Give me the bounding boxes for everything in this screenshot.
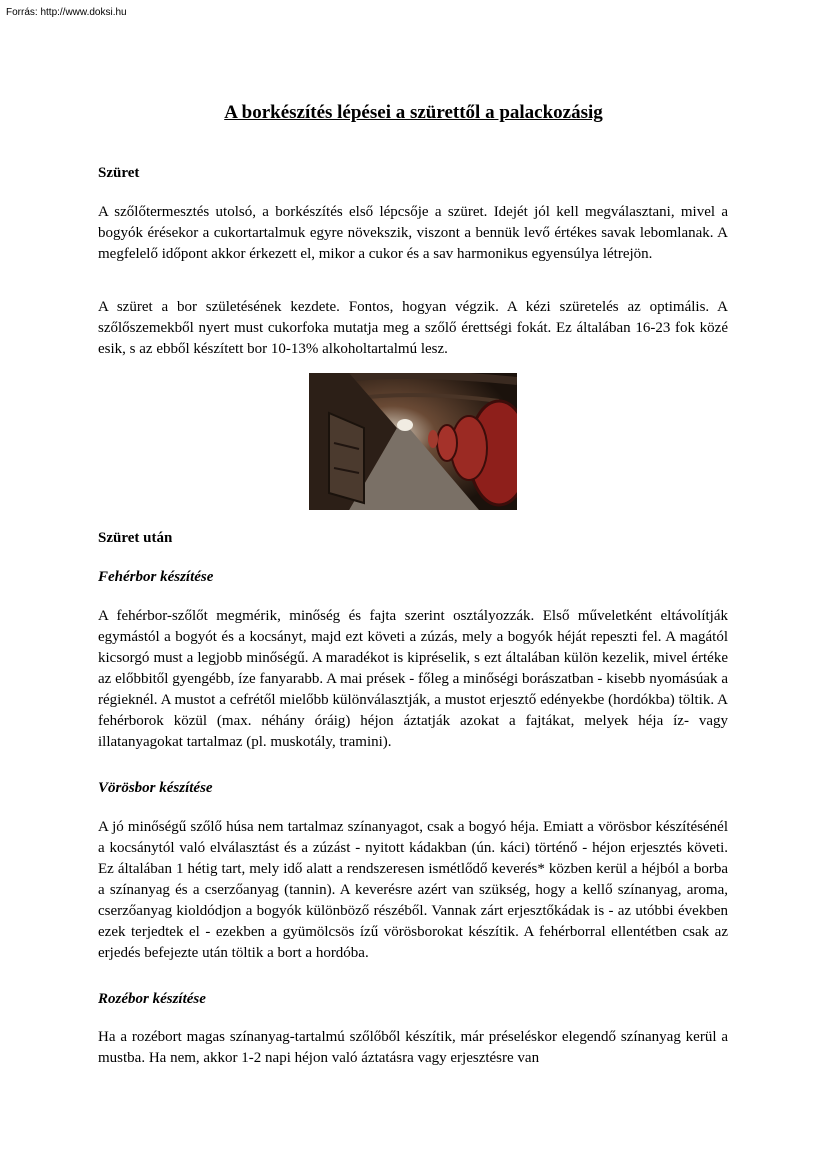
subheading-vorosbor: Vörösbor készítése [98, 780, 213, 796]
page-title: A borkészítés lépései a szürettől a palackozásig [224, 102, 603, 123]
paragraph-rozebor: Ha a rozébort magas színanyag-tartalmú szőlőből készítik, már préseléskor elegendő színanyag kerül a mustba. Ha nem, akkor 1-2 napi héjon való áztatásra vagy erjesztésre van [98, 1029, 728, 1066]
source-note: Forrás: http://www.doksi.hu [6, 7, 127, 18]
paragraph-feherbor: A fehérbor-szőlőt megmérik, minőség és fajta szerint osztályozzák. Első műveletként eltávolítják egymástól a bogyót és a kocsányt, majd ezt követi a zúzás, mely a bogyók héját repeszti fel. A magától kicsorgó must a legjobb minőségű. A maradékot is kipréselik, s ezt általában külön kezelik, mivel értéke az előbbitől gyengébb, íze fanyarabb. A mai prések - főleg a minőségi borászatban - kisebb nyomásúak a régieknél. A mustot a cefrétől mielőbb különválasztják, a mustot erjesztő edényekbe (hordókba) töltik. A fehérborok közül (max. néhány óráig) héjon áztatják azokat a fajtákat, melyek héja íz- vagy illatanyagokat tartalmaz (pl. muskotály, tramini). [98, 608, 728, 750]
subheading-rozebor: Rozébor készítése [98, 991, 206, 1007]
paragraph-szuret-2: A szüret a bor születésének kezdete. Fontos, hogyan végzik. A kézi szüretelés az optimális. A szőlőszemekből nyert must cukorfoka mutatja meg a szőlő érettségi fokát. Ez általában 16-23 fok közé esik, s az ebből készített bor 10-13% alkoholtartalmú lesz. [98, 299, 728, 357]
paragraph-vorosbor: A jó minőségű szőlő húsa nem tartalmaz színanyagot, csak a bogyó héja. Emiatt a vörösbor készítésénél a kocsánytól való elválasztást és a zúzást - nyitott kádakban (ún. káci) történő - héjon erjesztés követi. Ez általában 1 hétig tart, mely idő alatt a rendszeresen ismétlődő keverés* közben kerül a héjból a borba a színanyag és a cserzőanyag (tannin). A keverésre azért van szükség, hogy a kellő színanyag, aroma, cserzőanyag kioldódjon a bogyók különböző részéből. Vannak zárt erjesztőkádak is - az utóbbi években ezek terjedtek el - ezekben a gyümölcsös ízű vörösborokat készítik. A fehérborral ellentétben csak az erjedés befejezte után töltik a bort a hordóba. [98, 819, 728, 961]
section-heading-szuret: Szüret [98, 165, 140, 181]
section-heading-szuret-utan: Szüret után [98, 530, 173, 546]
paragraph-szuret-1: A szőlőtermesztés utolsó, a borkészítés első lépcsője a szüret. Idejét jól kell megválasztani, mivel a bogyók érésekor a cukortartalmuk egyre növekszik, viszont a bennük levő értékes savak lebomlanak. A megfelelő időpont akkor érkezett el, mikor a cukor és a sav harmonikus egyensúlya létrejön. [98, 204, 728, 262]
wine-cellar-photo [309, 373, 517, 510]
subheading-feherbor: Fehérbor készítése [98, 569, 214, 585]
wine-cellar-illustration [309, 373, 517, 510]
